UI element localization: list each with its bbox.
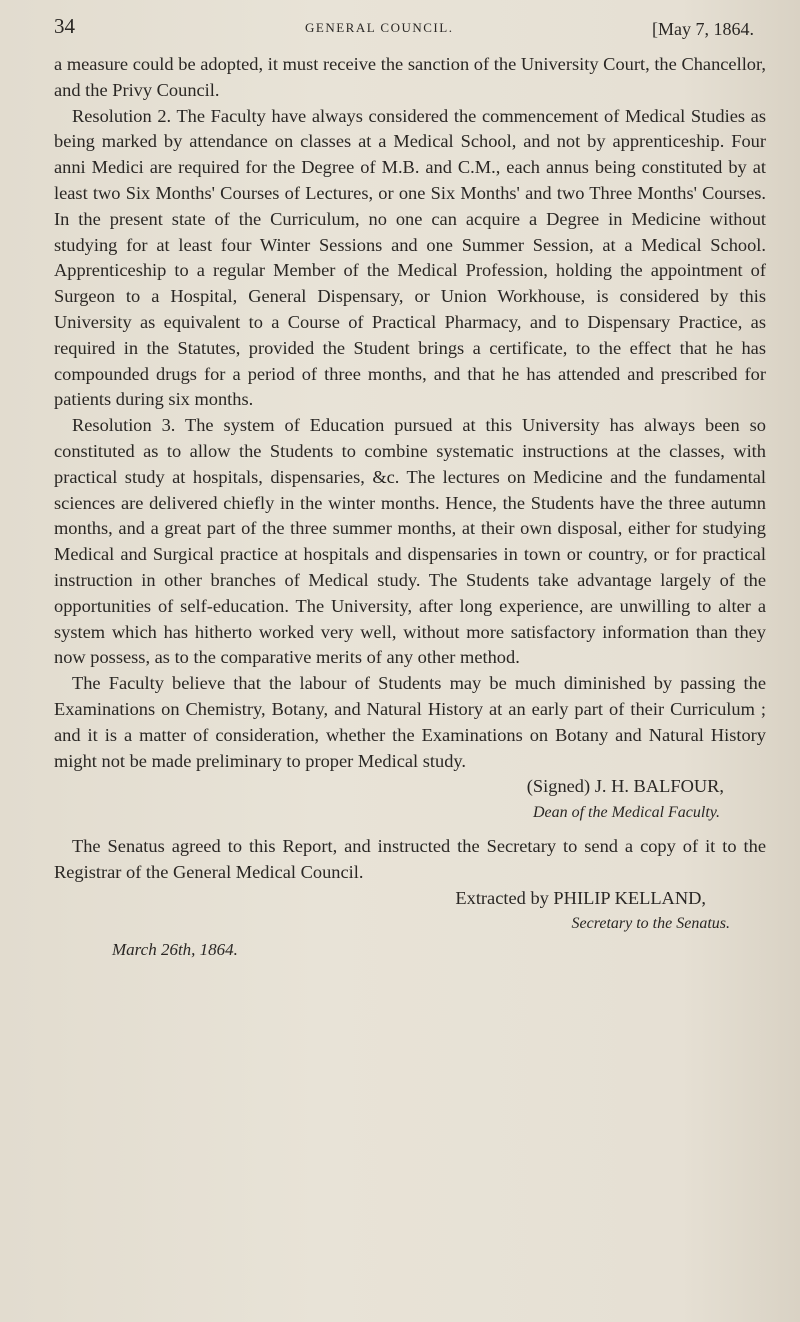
paragraph-faculty-believe: The Faculty believe that the labour of Students may be much diminished by passing the Examinations on Chemistry, Botany, and Natural History at an early part of their Curriculum ; and it is a matter of consideration, whether the Examinations on Botany and Natural History might not be made preliminary to proper Medical study. [54,673,766,771]
signature-line: (Signed) J. H. BALFOUR, [526,776,724,797]
extracted-by: Extracted by PHILIP KELLAND, [455,887,706,908]
header-date: [May 7, 1864. [652,19,754,39]
signature-title: Dean of the Medical Faculty. [532,804,720,822]
senatus-paragraph: The Senatus agreed to this Report, and instructed the Secretary to send a copy of it to the Registrar of the General Medical Council. [54,835,766,882]
running-head: GENERAL COUNCIL. [305,20,454,35]
paragraph-resolution-3: Resolution 3. The system of Education pursued at this University has always been so constituted as to allow the Students to combine systematic instructions at the classes, with practical study at hospitals, dispensaries, &c. The lectures on Medicine and the fundamental sciences are delivered chiefly in the winter months. Hence, the Students have the three autumn months, and a great part of the three summer months, at their own disposal, either for studying Medical and Surgical practice at hospitals and dispensaries in town or country, or for practical instruction in other branches of Medical study. The Students take advantage largely of the opportunities of self-education. The University, after long experience, are unwilling to alter a system which has hitherto worked very well, without more satisfactory information than they now possess, as to the comparative merits of any other method. [54,415,766,668]
closing-date: March 26th, 1864. [112,940,238,960]
paragraph-resolution-2: Resolution 2. The Faculty have always considered the commencement of Medical Studies as being marked by attendance on classes at a Medical School, and not by apprenticeship. Four anni Medici are required for the Degree of M.B. and C.M., each annus being constituted by at least two Six Months' Courses of Lectures, or one Six Months' and two Three Months' Courses. In the present state of the Curriculum, no one can acquire a Degree in Medicine without studying for at least four Winter Sessions and one Summer Session, at a Medical School. Apprenticeship to a regular Member of the Medical Profession, holding the appointment of Surgeon to a Hospital, General Dispensary, or Union Workhouse, is considered by this University as equivalent to a Course of Practical Pharmacy, and to Dispensary Practice, as required in the Statutes, provided the Student brings a certificate, to the effect that he has compounded drugs for a period of three months, and that he has attended and prescribed for patients during six months. [54,105,766,410]
page-number: 34 [54,14,75,38]
page-header [0,14,800,50]
paragraph-continuation: a measure could be adopted, it must receive the sanction of the University Court, the Chancellor, and the Privy Council. [54,54,766,100]
body-text [54,52,766,963]
secretary-title: Secretary to the Senatus. [571,915,730,933]
